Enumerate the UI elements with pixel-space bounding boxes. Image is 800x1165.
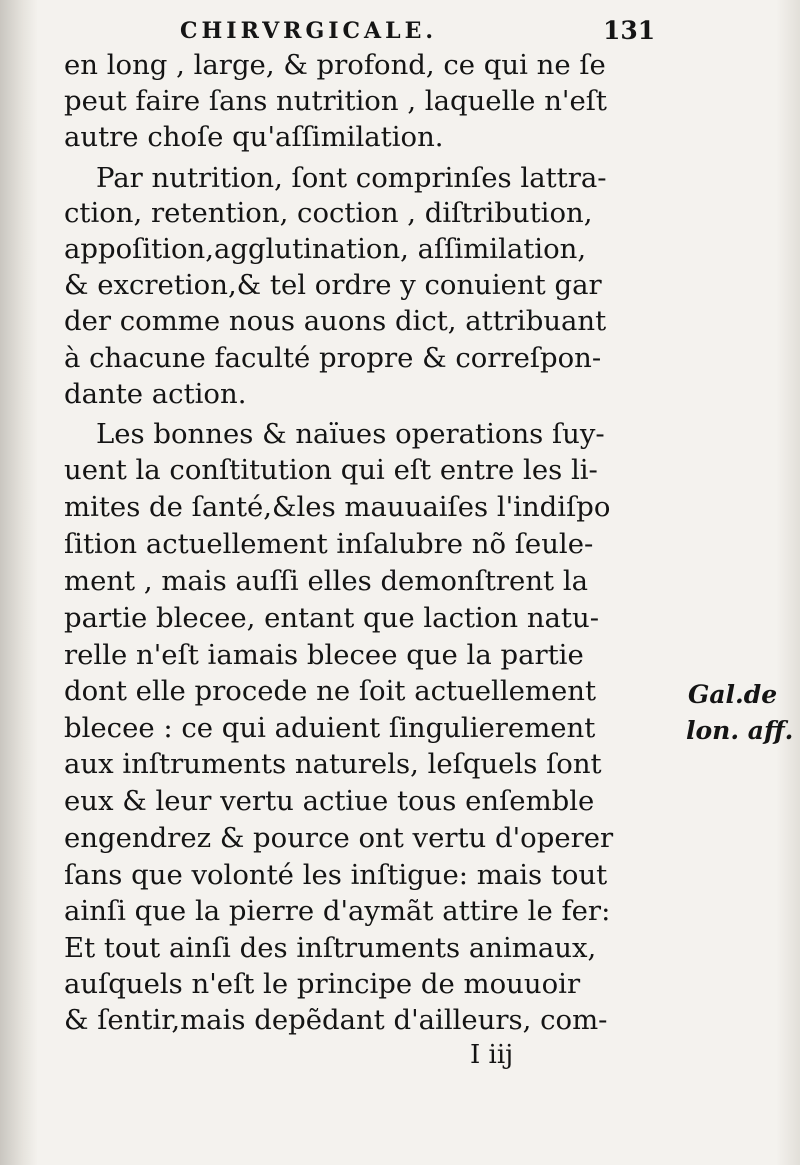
text-line: auſquels n'eſt le principe de mouuoir — [64, 968, 581, 1000]
text-line: Et tout ainſi des inſtruments animaux, — [64, 932, 597, 964]
marginal-note-line-1: Gal.de — [688, 680, 778, 709]
page-number: 131 — [603, 16, 656, 45]
text-line: dante action. — [64, 378, 247, 410]
text-line: ſition actuellement inſalubre nõ ſeule- — [64, 528, 594, 560]
paragraph-start-line: Par nutrition, ſont comprinſes lattra- — [96, 162, 607, 194]
text-line: uent la conſtitution qui eſt entre les li- — [64, 454, 598, 486]
text-line: engendrez & pource ont vertu d'operer — [64, 822, 614, 854]
text-line: relle n'eſt iamais blecee que la partie — [64, 639, 584, 671]
marginal-note-line-2: lon. aff. — [686, 716, 794, 745]
text-line: dont elle procede ne ſoit actuellement — [64, 675, 597, 707]
text-line: ment , mais auſſi elles demonſtrent la — [64, 565, 589, 597]
text-line: peut faire ſans nutrition , laquelle n'eſt — [64, 85, 607, 117]
text-line: en long , large, & profond, ce qui ne ſe — [64, 49, 606, 81]
text-line: & excretion,& tel ordre y conuient gar — [64, 269, 602, 301]
text-line: & ſentir,mais depẽdant d'ailleurs, com- — [64, 1004, 608, 1036]
text-line: ainſi que la pierre d'aymãt attire le fer: — [64, 895, 611, 927]
text-line: aux inſtruments naturels, leſquels ſont — [64, 748, 602, 780]
page-edge-shadow — [776, 0, 800, 1165]
running-head: CHIRVRGICALE. — [180, 18, 437, 44]
text-line: autre choſe qu'aſſimilation. — [64, 121, 444, 153]
text-line: à chacune faculté propre & correſpon- — [64, 342, 602, 374]
text-line: der comme nous auons dict, attribuant — [64, 305, 607, 337]
text-line: ſans que volonté les inſtigue: mais tout — [64, 859, 608, 891]
text-line: partie blecee, entant que laction natu- — [64, 602, 599, 634]
text-line: ction, retention, coction , diſtribution, — [64, 197, 593, 229]
page-gutter-shadow — [0, 0, 38, 1165]
text-line: appoſition,agglutination, aſſimilation, — [64, 233, 587, 265]
signature-mark: I iij — [470, 1040, 514, 1070]
text-line: eux & leur vertu actiue tous enſemble — [64, 785, 595, 817]
paragraph-start-line: Les bonnes & naïues operations ſuy- — [96, 418, 605, 450]
text-line: mites de ſanté,&les mauuaiſes l'indiſpo — [64, 491, 611, 523]
text-line: blecee : ce qui aduient ſingulierement — [64, 712, 596, 744]
